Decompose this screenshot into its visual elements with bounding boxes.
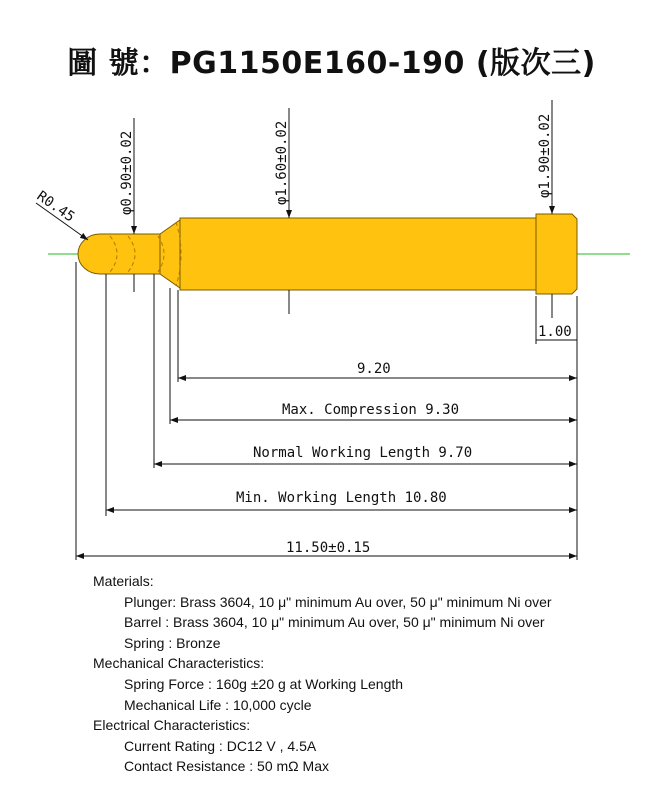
current-rating-spec: Current Rating : DC12 V , 4.5A [124, 737, 317, 754]
contact-resistance-spec: Contact Resistance : 50 mΩ Max [124, 758, 329, 775]
spec-notes [93, 571, 552, 777]
mechanical-header: Mechanical Characteristics: [93, 655, 265, 672]
head-length-dim [536, 324, 577, 340]
barrel-spec: Barrel : Brass 3604, 10 μ" minimum Au over, 50 μ" minimum Ni over [124, 614, 545, 631]
min-working-length-label: Min. Working Length 10.80 [236, 490, 447, 506]
mechanical-life-spec: Mechanical Life : 10,000 cycle [124, 696, 312, 713]
radius-label: R0.45 [33, 188, 78, 226]
normal-working-length-dim [154, 445, 577, 464]
max-compression-dim [170, 402, 577, 420]
spring-force-spec: Spring Force : 160g ±20 g at Working Length [124, 675, 404, 692]
min-working-length-dim [106, 490, 577, 510]
normal-working-length-label: Normal Working Length 9.70 [253, 445, 473, 461]
dim-9-20-label: 9.20 [357, 361, 391, 377]
barrel-head [536, 214, 577, 294]
materials-header: Materials: [93, 573, 154, 589]
barrel-body [180, 218, 536, 290]
spring-spec: Spring : Bronze [124, 634, 221, 651]
pogo-pin [78, 214, 577, 294]
barrel-chamfer [160, 220, 180, 288]
dim-9-20 [178, 361, 577, 378]
plunger-spec: Plunger: Brass 3604, 10 μ" minimum Au over, 50 μ" minimum Ni over [124, 593, 552, 610]
drawing-title: 圖 號：PG1150E160-190 (版次三) [67, 46, 596, 81]
head-diameter-label: φ1.90±0.02 [537, 113, 553, 198]
overall-length-dim [76, 540, 577, 556]
head-length-label: 1.00 [538, 324, 572, 340]
barrel-diameter-label: φ1.60±0.02 [274, 120, 290, 205]
overall-length-label: 11.50±0.15 [286, 540, 371, 556]
tip-diameter-label: φ0.90±0.02 [119, 130, 135, 215]
plunger-tip [78, 234, 160, 274]
max-compression-label: Max. Compression 9.30 [282, 402, 460, 418]
electrical-header: Electrical Characteristics: [93, 717, 251, 734]
radius-callout [34, 188, 88, 240]
